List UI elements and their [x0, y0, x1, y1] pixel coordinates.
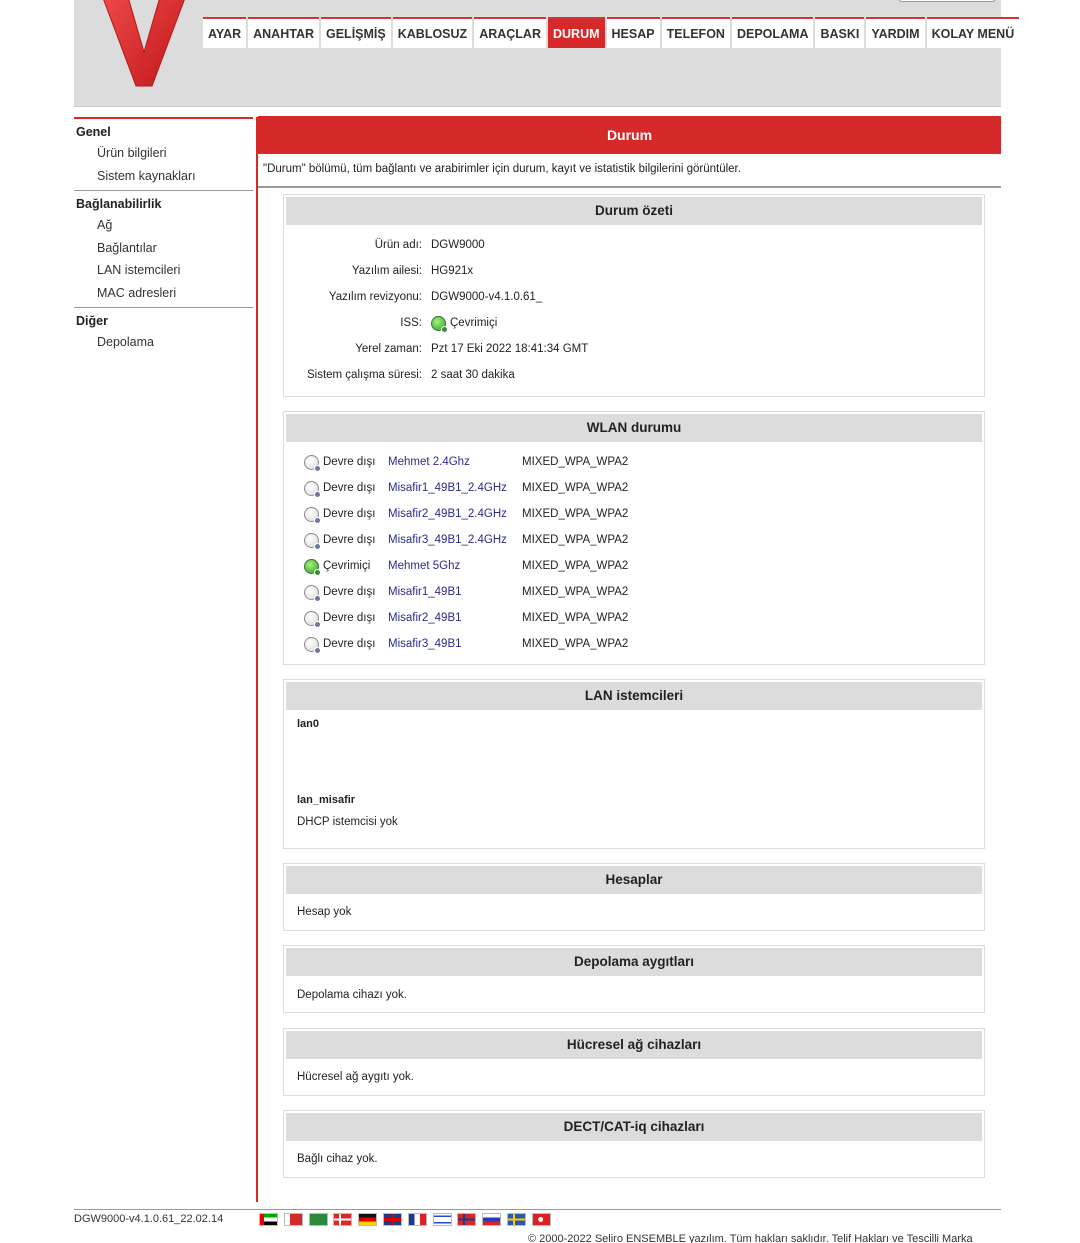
wlan-row	[297, 475, 971, 501]
summary-value-text: Çevrimiçi	[450, 317, 498, 329]
summary-label: Sistem çalışma süresi:	[306, 369, 422, 381]
bh-flag-icon[interactable]	[284, 1213, 303, 1226]
nav-tab-depolama[interactable]: DEPOLAMA	[732, 17, 814, 48]
sidebar-item-depolama[interactable]: Depolama	[97, 335, 154, 349]
wlan-row	[297, 605, 971, 631]
status-online-icon	[304, 559, 319, 574]
page-title: Durum	[258, 116, 1001, 154]
summary-label: Yerel zaman:	[355, 343, 422, 355]
sa-flag-icon[interactable]	[309, 1213, 328, 1226]
status-disabled-icon	[304, 455, 319, 470]
status-disabled-icon	[304, 481, 319, 496]
nav-tab-ayar[interactable]: AYAR	[203, 17, 246, 48]
sidebar-item-baglant-lar[interactable]: Bağlantılar	[97, 240, 157, 255]
wlan-status-text: Devre dışı	[323, 534, 376, 546]
lan-title: LAN istemcileri	[286, 682, 982, 710]
se-flag-icon[interactable]	[507, 1213, 526, 1226]
dect-title: DECT/CAT-iq cihazları	[286, 1113, 982, 1141]
status-online-icon	[431, 316, 446, 331]
tr-flag-icon[interactable]	[532, 1213, 551, 1226]
summary-label: Yazılım ailesi:	[351, 265, 422, 277]
wlan-security: MIXED_WPA_WPA2	[522, 586, 629, 598]
summary-label: Yazılım revizyonu:	[328, 291, 422, 303]
nav-tab-araclar[interactable]: ARAÇLAR	[474, 17, 546, 48]
lan0-label: lan0	[297, 718, 320, 730]
wlan-row	[297, 579, 971, 605]
nav-tab-gelismis[interactable]: GELİŞMİŞ	[321, 17, 391, 48]
summary-value-text: DGW9000	[431, 239, 485, 251]
summary-value-text: 2 saat 30 dakika	[431, 369, 515, 381]
no-flag-icon[interactable]	[457, 1213, 476, 1226]
wlan-security: MIXED_WPA_WPA2	[522, 638, 629, 650]
language-flags	[259, 1213, 557, 1226]
wlan-ssid-link[interactable]: Misafir3_49B1	[388, 638, 462, 650]
wlan-ssid-link[interactable]: Misafir2_49B1_2.4GHz	[388, 508, 507, 520]
sidebar-group-baglanabilirlik	[74, 190, 253, 307]
wlan-status-text: Devre dışı	[323, 612, 376, 624]
wlan-status-text: Çevrimiçi	[323, 560, 371, 572]
summary-panel	[283, 194, 985, 397]
wlan-row	[297, 553, 971, 579]
storage-panel	[283, 945, 985, 1013]
wlan-status-text: Devre dışı	[323, 482, 376, 494]
summary-row	[297, 336, 971, 362]
wlan-security: MIXED_WPA_WPA2	[522, 534, 629, 546]
wlan-ssid-link[interactable]: Misafir1_49B1	[388, 586, 462, 598]
wlan-ssid-link[interactable]: Mehmet 2.4Ghz	[388, 456, 470, 468]
il-flag-icon[interactable]	[433, 1213, 452, 1226]
wlan-row	[297, 631, 971, 657]
wlan-ssid-link[interactable]: Mehmet 5Ghz	[388, 560, 461, 572]
sidebar	[74, 117, 258, 1202]
nav-tab-telefon[interactable]: TELEFON	[662, 17, 730, 48]
summary-value	[431, 232, 485, 258]
sidebar-group-genel	[74, 117, 253, 190]
summary-value	[431, 258, 473, 284]
summary-row	[297, 362, 971, 388]
sidebar-item-sistem-kaynaklar[interactable]: Sistem kaynakları	[97, 168, 196, 183]
gb-flag-icon[interactable]	[383, 1213, 402, 1226]
wlan-panel	[283, 411, 985, 665]
sidebar-heading: Diğer	[76, 314, 108, 328]
wlan-ssid-link[interactable]: Misafir3_49B1_2.4GHz	[388, 534, 507, 546]
wlan-status	[297, 637, 388, 652]
summary-row	[297, 284, 971, 310]
wlan-status	[297, 533, 388, 548]
nav-tab-hesap[interactable]: HESAP	[607, 17, 660, 48]
summary-row	[297, 258, 971, 284]
logo-v-icon	[96, 0, 192, 90]
footer-version: DGW9000-v4.1.0.61_22.02.14	[74, 1213, 224, 1225]
status-disabled-icon	[304, 507, 319, 522]
nav-tab-kablosuz[interactable]: KABLOSUZ	[393, 17, 472, 48]
wlan-status	[297, 455, 388, 470]
status-disabled-icon	[304, 533, 319, 548]
ae-flag-icon[interactable]	[259, 1213, 278, 1226]
nav-tab-anahtar[interactable]: ANAHTAR	[248, 17, 319, 48]
footer-divider	[74, 1209, 1001, 1210]
summary-value	[431, 336, 588, 362]
accounts-title: Hesaplar	[286, 866, 982, 894]
nav-tab-baski[interactable]: BASKI	[815, 17, 864, 48]
nav-tab-durum[interactable]: DURUM	[548, 17, 605, 48]
summary-value-text: HG921x	[431, 265, 474, 277]
summary-label: Ürün adı:	[374, 239, 422, 251]
wlan-status	[297, 481, 388, 496]
cellular-title: Hücresel ağ cihazları	[286, 1031, 982, 1059]
wlan-row	[297, 501, 971, 527]
sidebar-item-lan-istemcileri[interactable]: LAN istemcileri	[97, 263, 181, 277]
sidebar-item-urun-bilgileri[interactable]: Ürün bilgileri	[97, 146, 167, 160]
wlan-row	[297, 527, 971, 553]
wlan-status-text: Devre dışı	[323, 456, 376, 468]
wlan-status	[297, 585, 388, 600]
top-search-input[interactable]	[898, 0, 996, 2]
dect-panel	[283, 1110, 985, 1178]
accounts-text: Hesap yok	[297, 906, 352, 918]
summary-row	[297, 232, 971, 258]
wlan-security: MIXED_WPA_WPA2	[522, 456, 629, 468]
status-disabled-icon	[304, 611, 319, 626]
cellular-panel	[283, 1028, 985, 1096]
page-intro: "Durum" bölümü, tüm bağlantı ve arabirimler için durum, kayıt ve istatistik bilgilerini görüntüler.	[258, 154, 1001, 188]
main-nav	[203, 17, 1021, 48]
wlan-status	[297, 559, 388, 574]
lan-guest-text: DHCP istemcisi yok	[297, 816, 398, 828]
sidebar-heading: Genel	[76, 125, 111, 139]
wlan-status-text: Devre dışı	[323, 586, 376, 598]
header	[74, 0, 1015, 107]
sidebar-item-mac-adresleri[interactable]: MAC adresleri	[97, 285, 177, 300]
wlan-security: MIXED_WPA_WPA2	[522, 612, 629, 624]
cellular-text: Hücresel ağ aygıtı yok.	[297, 1071, 414, 1083]
de-flag-icon[interactable]	[358, 1213, 377, 1226]
wlan-row	[297, 449, 971, 475]
summary-value-text: Pzt 17 Eki 2022 18:41:34 GMT	[431, 343, 589, 355]
summary-value-text: DGW9000-v4.1.0.61_	[431, 291, 543, 303]
storage-title: Depolama aygıtları	[286, 948, 982, 976]
sidebar-item-ag[interactable]: Ağ	[97, 218, 113, 232]
summary-label: ISS:	[400, 317, 422, 329]
storage-text: Depolama cihazı yok.	[297, 989, 407, 1001]
accounts-panel	[283, 863, 985, 931]
summary-row	[297, 310, 971, 336]
wlan-security: MIXED_WPA_WPA2	[522, 560, 629, 572]
fr-flag-icon[interactable]	[408, 1213, 427, 1226]
dect-text: Bağlı cihaz yok.	[297, 1153, 378, 1165]
nav-tab-yardim[interactable]: YARDIM	[866, 17, 924, 48]
dk-flag-icon[interactable]	[333, 1213, 352, 1226]
wlan-ssid-link[interactable]: Misafir1_49B1_2.4GHz	[388, 482, 507, 494]
wlan-status-text: Devre dışı	[323, 508, 376, 520]
summary-value	[431, 284, 542, 310]
status-disabled-icon	[304, 585, 319, 600]
summary-value	[431, 310, 497, 336]
wlan-security: MIXED_WPA_WPA2	[522, 482, 629, 494]
summary-value	[431, 362, 515, 388]
lan-clients-panel	[283, 679, 985, 849]
sidebar-group-diger	[74, 307, 253, 357]
wlan-title: WLAN durumu	[286, 414, 982, 442]
wlan-security: MIXED_WPA_WPA2	[522, 508, 629, 520]
summary-title: Durum özeti	[286, 197, 982, 225]
lan-guest-label: lan_misafir	[297, 794, 356, 806]
footer-copyright: © 2000-2022 Seliro ENSEMBLE yazılım. Tüm hakları saklıdır. Telif Hakları ve Tescilli Marka	[528, 1233, 973, 1243]
wlan-status	[297, 507, 388, 522]
status-disabled-icon	[304, 637, 319, 652]
ru-flag-icon[interactable]	[482, 1213, 501, 1226]
wlan-status	[297, 611, 388, 626]
nav-tab-kolay-menu[interactable]: KOLAY MENÜ	[927, 17, 1020, 48]
sidebar-heading: Bağlanabilirlik	[76, 197, 162, 211]
wlan-ssid-link[interactable]: Misafir2_49B1	[388, 612, 462, 624]
wlan-status-text: Devre dışı	[323, 638, 376, 650]
